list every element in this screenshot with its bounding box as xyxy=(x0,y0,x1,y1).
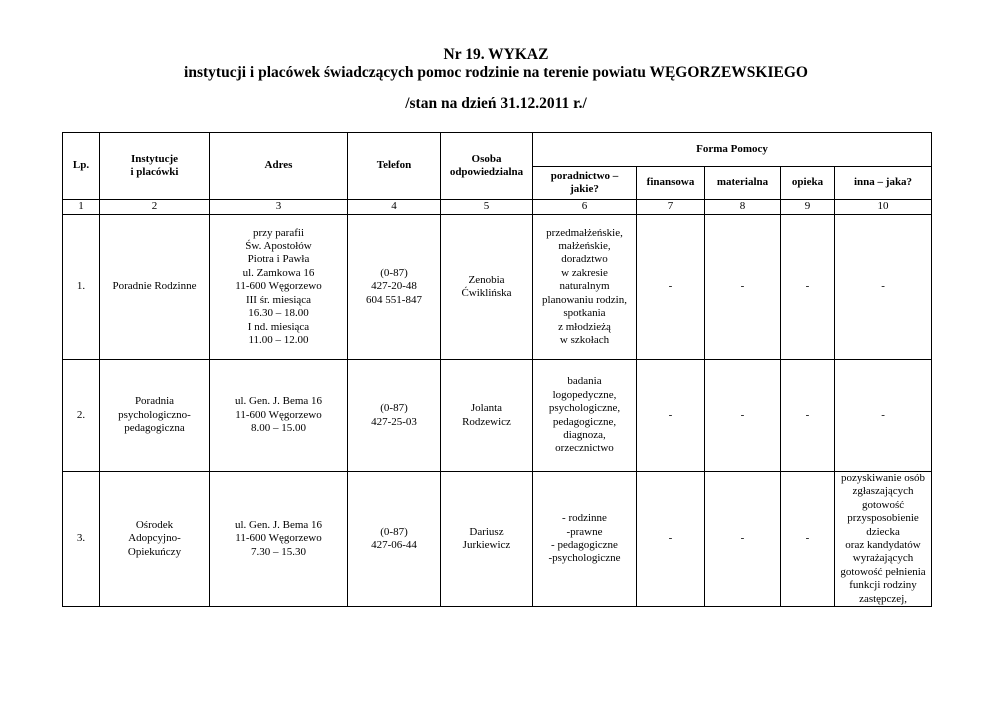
cell-lp: 2. xyxy=(63,360,100,472)
cell-address-line: ul. Zamkowa 16 xyxy=(242,266,315,279)
header-person-line: odpowiedzialna xyxy=(449,166,524,178)
column-number: 8 xyxy=(705,200,781,215)
cell-counseling-line: orzecznictwo xyxy=(555,442,614,455)
cell-financial: - xyxy=(637,215,705,360)
cell-address-line: przy parafii xyxy=(253,226,304,239)
cell-phone xyxy=(348,360,441,472)
cell-phone-line: 427-06-44 xyxy=(371,539,417,552)
cell-person xyxy=(441,215,533,360)
header-forma-pomocy: Forma Pomocy xyxy=(533,133,932,167)
cell-phone-line: (0-87) xyxy=(380,266,408,279)
cell-financial: - xyxy=(637,360,705,472)
cell-other-line: funkcji rodziny xyxy=(849,579,917,592)
cell-counseling-line: pedagogiczne, xyxy=(552,415,617,428)
cell-person-line: Dariusz xyxy=(469,525,504,538)
institutions-table xyxy=(62,132,932,607)
title-line-1: Nr 19. WYKAZ xyxy=(443,46,549,63)
cell-phone-line: 427-25-03 xyxy=(371,415,417,428)
cell-other-line: pozyskiwanie osób xyxy=(841,472,926,484)
cell-other-line: - xyxy=(881,280,885,293)
cell-address xyxy=(210,360,348,472)
cell-institution xyxy=(100,360,210,472)
cell-person-line: Jurkiewicz xyxy=(462,539,511,552)
header-other: inna – jaka? xyxy=(835,167,932,200)
cell-phone-line: (0-87) xyxy=(380,402,408,415)
cell-care: - xyxy=(781,360,835,472)
cell-address-line: ul. Gen. J. Bema 16 xyxy=(234,518,323,531)
header-phone: Telefon xyxy=(348,133,441,200)
cell-lp: 1. xyxy=(63,215,100,360)
title-line-3: /stan na dzień 31.12.2011 r./ xyxy=(405,95,587,112)
table-row xyxy=(63,472,932,607)
cell-material: - xyxy=(705,360,781,472)
cell-person-line: Zenobia xyxy=(468,273,505,286)
document-title xyxy=(0,46,992,113)
cell-other-line: gotowość xyxy=(861,498,905,511)
cell-institution xyxy=(100,472,210,607)
header-person-line: Osoba xyxy=(471,152,502,165)
cell-address-line: 11-600 Węgorzewo xyxy=(235,280,322,293)
cell-phone xyxy=(348,215,441,360)
header-address: Adres xyxy=(210,133,348,200)
column-number: 3 xyxy=(210,200,348,215)
cell-phone-line: 427-20-48 xyxy=(371,280,417,293)
cell-address-line: 16.30 – 18.00 xyxy=(248,307,309,320)
cell-address xyxy=(210,215,348,360)
column-number: 1 xyxy=(63,200,100,215)
cell-phone-line: (0-87) xyxy=(380,525,408,538)
cell-phone-line: 604 551-847 xyxy=(366,293,422,306)
cell-material: - xyxy=(705,472,781,607)
header-institution-line: i placówki xyxy=(130,166,179,178)
cell-institution-line: Ośrodek xyxy=(135,518,174,531)
cell-institution-line: Poradnie Rodzinne xyxy=(112,280,197,293)
cell-address-line: 11-600 Węgorzewo xyxy=(235,408,322,421)
cell-counseling-line: małżeńskie, xyxy=(558,240,611,253)
column-number: 10 xyxy=(835,200,932,215)
cell-counseling-line: w szkołach xyxy=(559,333,610,346)
cell-person-line: Jolanta xyxy=(470,402,503,415)
title-line-2: instytucji i placówek świadczących pomoc rodzinie na terenie powiatu WĘGORZEWSKIEGO xyxy=(184,64,808,81)
cell-other-line: gotowość pełnienia xyxy=(840,565,926,578)
cell-counseling-line: psychologiczne, xyxy=(548,402,621,415)
column-number: 5 xyxy=(441,200,533,215)
column-number: 4 xyxy=(348,200,441,215)
cell-counseling xyxy=(533,472,637,607)
header-person xyxy=(441,133,533,200)
cell-address-line: 8.00 – 15.00 xyxy=(251,422,306,435)
header-counseling-line: jakie? xyxy=(570,183,599,195)
table-row xyxy=(63,360,932,472)
cell-institution-line: Adopcyjno- xyxy=(128,532,181,545)
cell-person-line: Ćwiklińska xyxy=(461,287,512,299)
column-number: 6 xyxy=(533,200,637,215)
cell-address xyxy=(210,472,348,607)
cell-counseling xyxy=(533,360,637,472)
cell-institution xyxy=(100,215,210,360)
cell-counseling-line: w zakresie xyxy=(561,266,608,279)
cell-counseling-line: z młodzieżą xyxy=(558,320,611,333)
cell-address-line: 11.00 – 12.00 xyxy=(248,333,309,346)
cell-material: - xyxy=(705,215,781,360)
cell-address-line: ul. Gen. J. Bema 16 xyxy=(234,395,323,408)
cell-counseling-line: planowaniu rodzin, xyxy=(542,293,627,306)
cell-counseling xyxy=(533,215,637,360)
header-material: materialna xyxy=(705,167,781,200)
cell-institution-line: psychologiczno- xyxy=(118,408,191,421)
cell-person-line: Rodzewicz xyxy=(462,415,511,428)
cell-counseling-line: - pedagogiczne xyxy=(551,539,618,552)
cell-institution-line: Poradnia xyxy=(134,395,175,408)
cell-other xyxy=(835,472,932,607)
cell-financial: - xyxy=(637,472,705,607)
cell-other-line: zastępczej, xyxy=(859,592,907,605)
cell-other-line: dziecka xyxy=(866,525,900,538)
cell-counseling-line: -psychologiczne xyxy=(548,552,621,565)
cell-address-line: III śr. miesiąca xyxy=(245,293,312,306)
column-number: 7 xyxy=(637,200,705,215)
cell-counseling-line: logopedyczne, xyxy=(552,388,617,401)
cell-institution-line: pedagogiczna xyxy=(124,422,185,435)
cell-lp: 3. xyxy=(63,472,100,607)
cell-address-line: 7.30 – 15.30 xyxy=(251,545,306,558)
header-financial: finansowa xyxy=(637,167,705,200)
header-lp: Lp. xyxy=(63,133,100,200)
cell-care: - xyxy=(781,472,835,607)
cell-counseling-line: naturalnym xyxy=(559,280,610,293)
cell-address-line: Św. Apostołów xyxy=(245,240,312,253)
cell-other-line: przysposobienie xyxy=(847,512,919,525)
cell-counseling-line: - rodzinne xyxy=(562,512,607,525)
cell-person xyxy=(441,360,533,472)
header-care: opieka xyxy=(781,167,835,200)
column-number-row xyxy=(63,200,932,215)
cell-counseling-line: -prawne xyxy=(566,525,603,538)
cell-counseling-line: przedmałżeńskie, xyxy=(546,226,623,239)
column-number: 9 xyxy=(781,200,835,215)
header-institution xyxy=(100,133,210,200)
cell-institution-line: Opiekuńczy xyxy=(127,545,182,558)
cell-other xyxy=(835,215,932,360)
cell-address-line: Piotra i Pawła xyxy=(247,253,310,266)
cell-other-line: zgłaszających xyxy=(852,485,914,498)
cell-other-line: wyrażających xyxy=(852,552,914,565)
table-row xyxy=(63,215,932,360)
cell-phone xyxy=(348,472,441,607)
cell-address-line: I nd. miesiąca xyxy=(247,320,310,333)
cell-person xyxy=(441,472,533,607)
column-number: 2 xyxy=(100,200,210,215)
cell-counseling-line: diagnoza, xyxy=(563,428,606,441)
cell-counseling-line: badania xyxy=(567,375,602,388)
cell-other-line: oraz kandydatów xyxy=(845,539,921,552)
cell-other-line: - xyxy=(881,408,885,421)
cell-address-line: 11-600 Węgorzewo xyxy=(235,532,322,545)
cell-counseling-line: doradztwo xyxy=(561,253,608,266)
cell-care: - xyxy=(781,215,835,360)
header-institution-line: Instytucje xyxy=(130,152,179,165)
cell-other xyxy=(835,360,932,472)
header-counseling-line: poradnictwo – xyxy=(550,169,619,182)
cell-counseling-line: spotkania xyxy=(563,307,606,320)
header-counseling xyxy=(533,167,637,200)
